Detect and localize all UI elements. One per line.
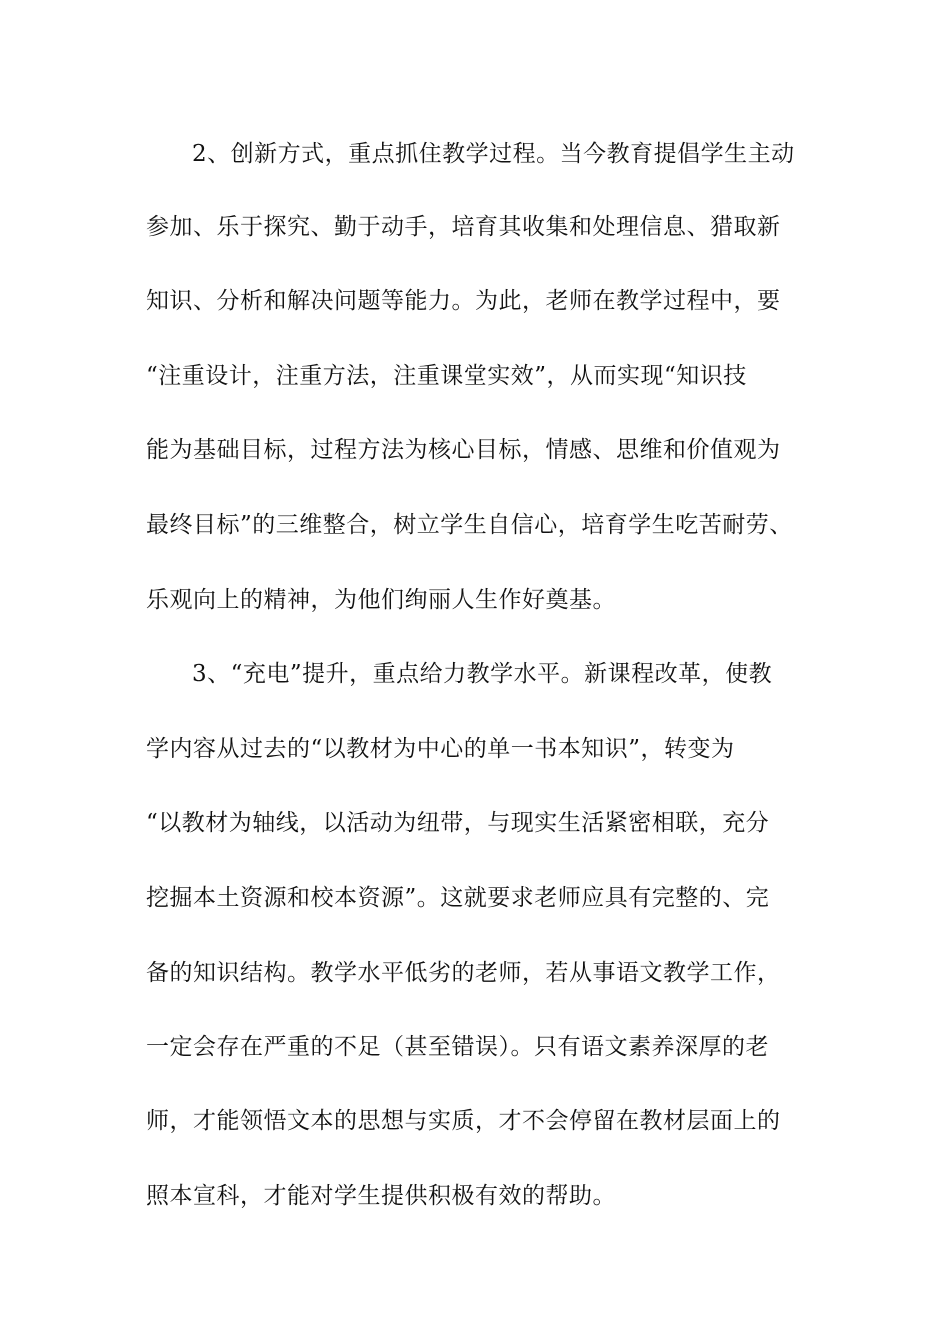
paragraph-line: 师，才能领悟文本的思想与实质，才不会停留在教材层面上的: [146, 1108, 781, 1134]
paragraph-line: 能为基础目标，过程方法为核心目标，情感、思维和价值观为: [146, 437, 781, 463]
paragraph-line: 参加、乐于探究、勤于动手，培育其收集和处理信息、猎取新: [146, 214, 781, 240]
paragraph-line: 乐观向上的精神，为他们绚丽人生作好奠基。: [146, 587, 616, 613]
paragraph-line: “注重设计，注重方法，注重课堂实效”，从而实现“知识技: [146, 363, 747, 389]
paragraph-line: 学内容从过去的“以教材为中心的单一书本知识”，转变为: [146, 736, 735, 762]
paragraph-line: 知识、分析和解决问题等能力。为此，老师在教学过程中，要: [146, 288, 781, 314]
paragraph-line: “以教材为轴线，以活动为纽带，与现实生活紧密相联，充分: [146, 810, 770, 836]
paragraph-line: 2、创新方式，重点抓住教学过程。当今教育提倡学生主动: [192, 141, 795, 167]
paragraph-line: 3、“充电”提升，重点给力教学水平。新课程改革，使教: [192, 661, 773, 687]
paragraph-line: 一定会存在严重的不足（甚至错误）。只有语文素养深厚的老: [146, 1034, 769, 1060]
paragraph-line: 挖掘本土资源和校本资源”。这就要求老师应具有完整的、完: [146, 885, 770, 911]
paragraph-line: 照本宣科，才能对学生提供积极有效的帮助。: [146, 1183, 616, 1209]
paragraph-line: 最终目标”的三维整合，树立学生自信心，培育学生吃苦耐劳、: [146, 512, 793, 538]
paragraph-line: 备的知识结构。教学水平低劣的老师，若从事语文教学工作，: [146, 960, 781, 986]
